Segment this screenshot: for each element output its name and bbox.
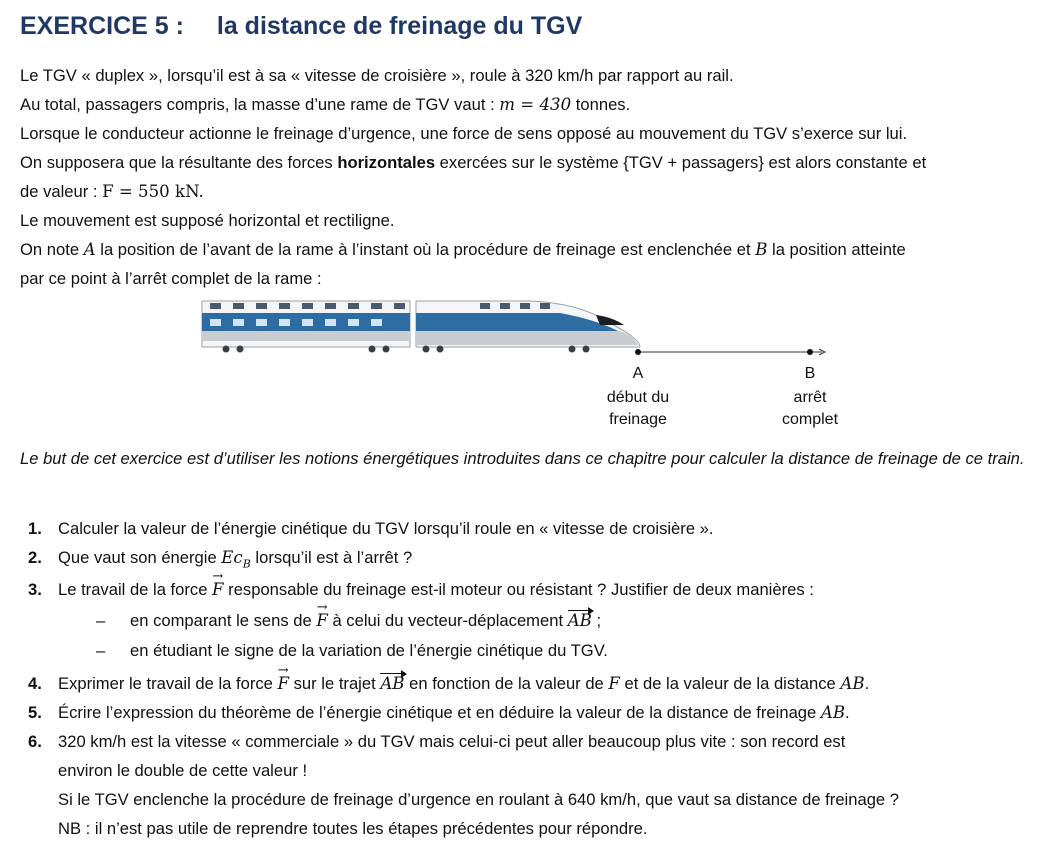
question-4 [28,669,1028,698]
question-2-number: 2. [28,548,42,567]
tgv-power-car [416,301,640,353]
intro-line-7 [20,235,1032,264]
exercise-subject: la distance de freinage du TGV [216,12,583,40]
question-3-item-2-text: en étudiant le signe de la variation de l’énergie cinétique du TGV. [130,641,608,660]
intro-line-1: Le TGV « duplex », lorsqu’il est à sa « vitesse de croisière », roule à 320 km/h par rapport au rail. [20,66,734,85]
intro-line-2 [20,90,1032,119]
intro-line-7-b: la position de l’avant de la rame à l’instant où la procédure de freinage est enclenchée et [95,240,756,259]
force-vector-f: → F [316,606,328,635]
question-4-text-e: . [864,674,870,693]
question-3-item-1-text-b: à celui du vecteur-déplacement [327,611,568,630]
question-3-item-2 [96,636,1020,665]
intro-line-4-text: On supposera que la résultante des forces [20,153,338,172]
question-5 [28,698,1028,727]
point-a-desc-line-1: début du [606,389,670,406]
point-a-description [574,387,702,431]
point-b-desc-line-2: complet [781,411,839,428]
question-3-text-a: Le travail de la force [58,580,213,599]
tgv-car-1 [202,301,410,353]
question-3-item-1-text-c: ; [591,611,602,630]
question-6 [28,727,1028,843]
question-5-text-b: . [845,703,850,722]
force-formula: F = 550 kN. [102,182,204,201]
distance-ab-symbol: AB [840,674,865,693]
point-b-marker [807,349,813,355]
exercise-title [20,12,582,41]
bold-horizontales: horizontales [337,153,436,172]
question-4-text-c: en fonction de la valeur de [404,674,609,693]
question-6-line-1: 320 km/h est la vitesse « commerciale » du TGV mais celui-ci peut aller beaucoup plus vite : son record est [58,732,846,751]
question-3-item-1-text-a: en comparant le sens de [130,611,317,630]
question-5-number: 5. [28,703,42,722]
question-4-text-a: Exprimer le travail de la force [58,674,278,693]
displacement-vector-ab: AB [567,611,592,630]
question-6-line-3: Si le TGV enclenche la procédure de freinage d’urgence en roulant à 640 km/h, que vaut sa distance de freinage ? [58,790,899,809]
question-2 [28,543,1028,578]
question-6-line-2: environ le double de cette valeur ! [58,761,308,780]
intro-line-4 [20,148,1032,177]
question-1-number: 1. [28,519,42,538]
point-a-label: A [632,365,644,382]
force-vector-f: → F [212,575,224,604]
mass-formula: m = 430 [499,95,572,114]
point-a-symbol: A [83,240,96,259]
question-3-text-b: responsable du freinage est-il moteur ou résistant ? Justifier de deux manières : [223,580,814,599]
question-4-number: 4. [28,674,42,693]
point-a-marker [635,349,641,355]
intro-line-7-a: On note [20,240,84,259]
question-4-text-b: sur le trajet [289,674,381,693]
question-3-item-2-dash: – [96,641,106,660]
question-1 [28,514,1028,543]
question-6-number: 6. [28,732,42,751]
question-2-text-a: Que vaut son énergie [58,548,222,567]
point-b-symbol: B [755,240,768,259]
question-5-text-a: Écrire l’expression du théorème de l’énergie cinétique et en déduire la valeur de la distance de freinage [58,703,821,722]
point-b-label: B [804,365,816,382]
intro-line-5 [20,177,1032,206]
question-3 [28,575,1028,604]
tgv-figure [200,295,860,440]
intro-line-5-text: de valeur : [20,182,103,201]
intro-line-2-text: Au total, passagers compris, la masse d’une rame de TGV vaut : [20,95,500,114]
exercise-goal: Le but de cet exercice est d’utiliser les notions énergétiques introduites dans ce chapitre pour calculer la distance de freinage de ce train. [20,449,1025,468]
question-3-item-1 [96,606,1020,635]
question-3-item-1-dash: – [96,611,106,630]
kinetic-energy-subscript: B [242,557,251,571]
intro-line-3: Lorsque le conducteur actionne le freinage d’urgence, une force de sens opposé au mouvement du TGV s’exerce sur lui. [20,124,908,143]
point-b-desc-line-1: arrêt [793,389,827,406]
intro-line-4-rest: exercées sur le système {TGV + passagers} est alors constante et [435,153,927,172]
question-2-text-b: lorsqu’il est à l’arrêt ? [250,548,413,567]
question-1-text: Calculer la valeur de l’énergie cinétique du TGV lorsqu’il roule en « vitesse de croisière ». [58,519,714,538]
point-a-desc-line-2: freinage [609,411,667,428]
question-4-text-d: et de la valeur de la distance [619,674,841,693]
question-3-number: 3. [28,580,42,599]
force-value-symbol: F [608,674,620,693]
kinetic-energy-symbol: Ec [221,548,243,567]
distance-ab-symbol: AB [820,703,846,722]
exercise-number: EXERCICE 5 : [20,12,184,40]
displacement-vector-ab: AB [380,674,405,693]
intro-line-2-unit: tonnes. [571,95,631,114]
intro-line-7-c: la position atteinte [767,240,906,259]
question-6-line-4: NB : il n’est pas utile de reprendre toutes les étapes précédentes pour répondre. [58,819,648,838]
intro-line-6: Le mouvement est supposé horizontal et rectiligne. [20,211,395,230]
intro-line-8: par ce point à l’arrêt complet de la rame : [20,269,322,288]
force-vector-f: → F [278,669,290,698]
point-b-description [760,387,860,431]
